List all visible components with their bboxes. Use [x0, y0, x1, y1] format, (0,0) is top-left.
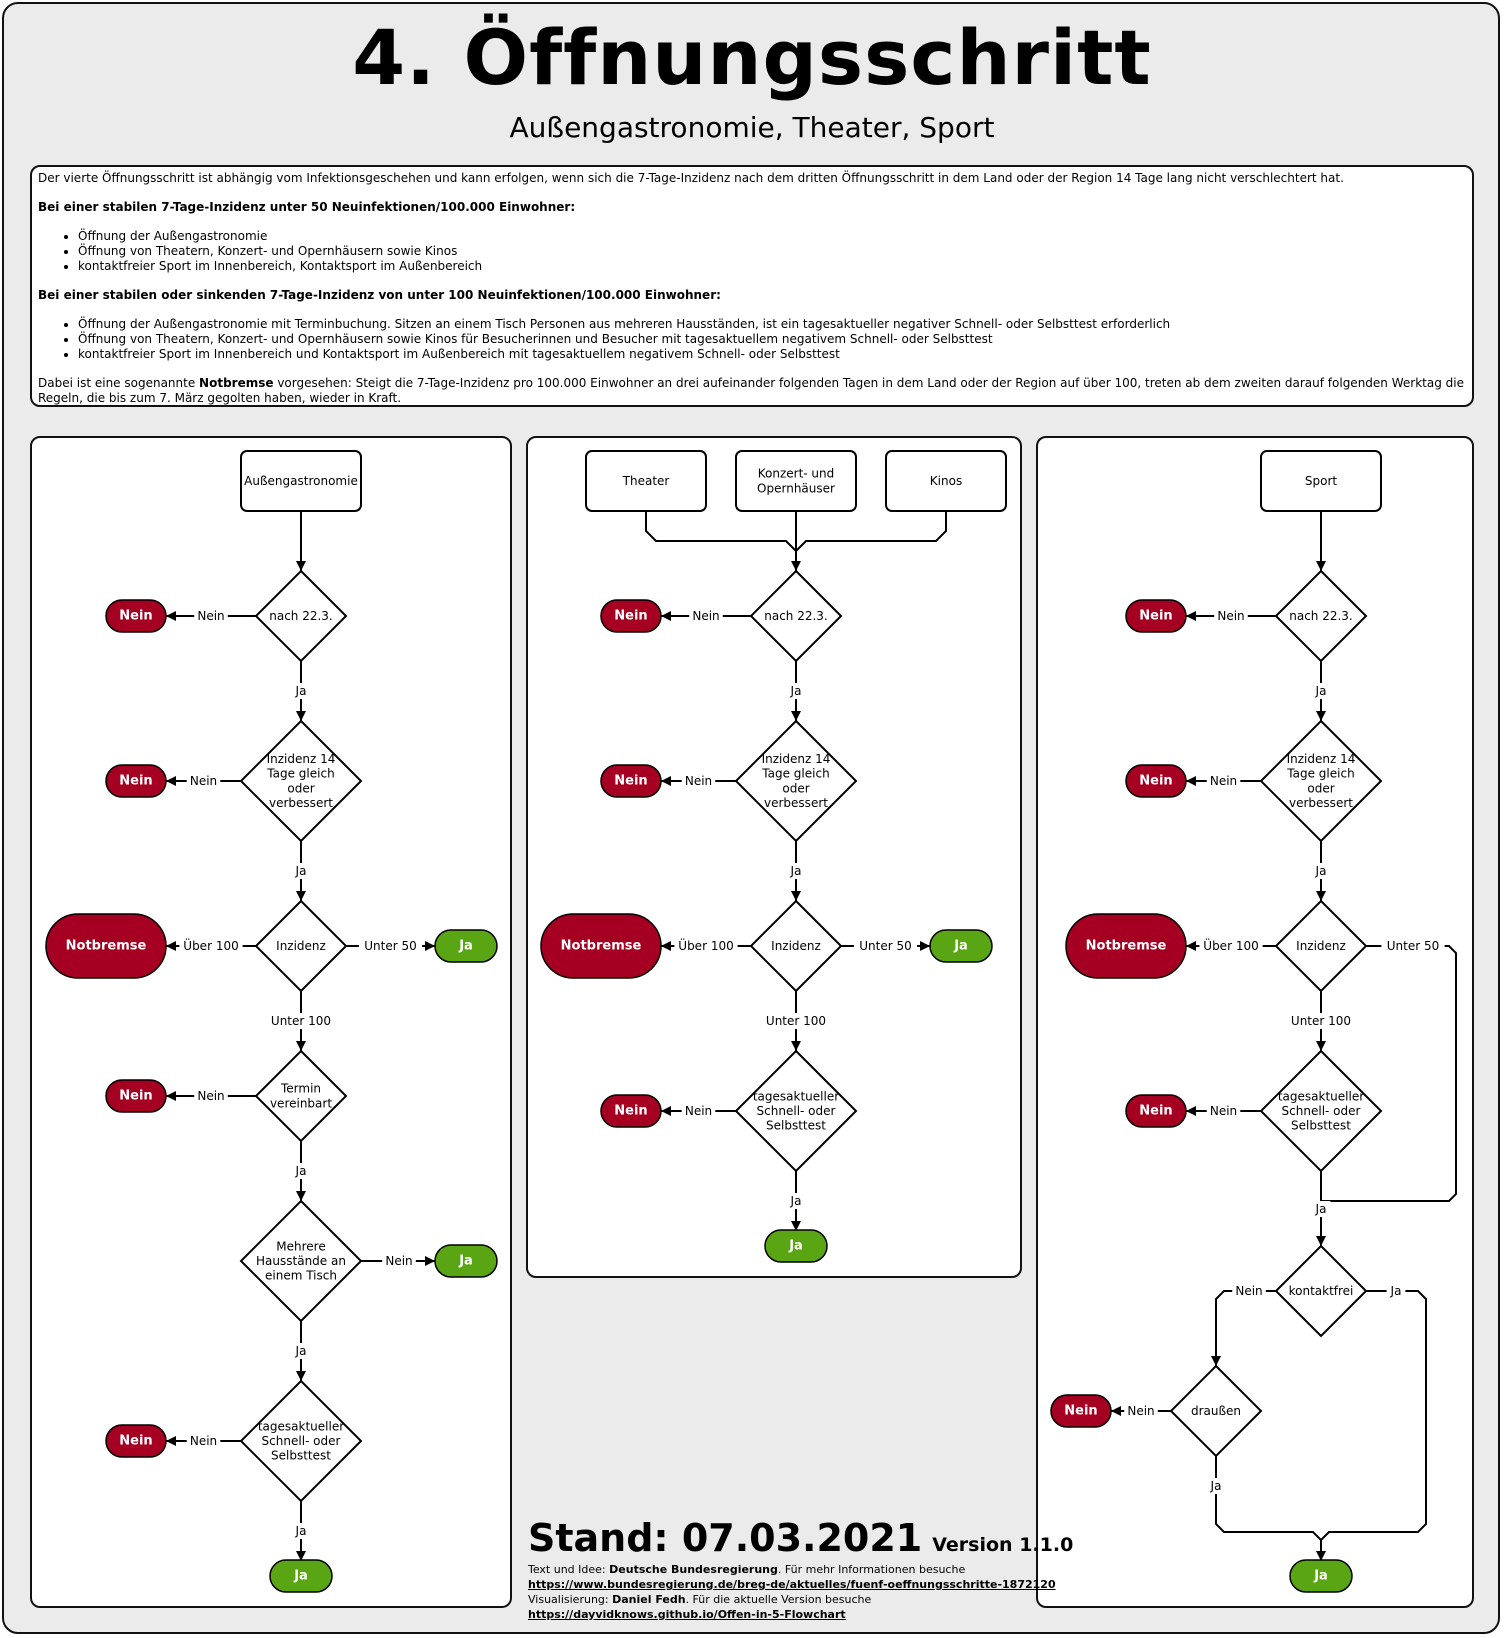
c3-nach-no-label: Nein: [1217, 609, 1245, 623]
c1-under100-label: Unter 100: [270, 1014, 332, 1028]
c1-mehrere-diamond-label: Mehrere Hausstände an einem Tisch: [256, 1239, 346, 1283]
c3-test-yes-label: Ja: [1315, 1202, 1327, 1216]
c1-inzidenz-notbremse-pill-label: Notbremse: [65, 938, 147, 954]
c3-inzidenz-notbremse-pill-label: Notbremse: [1085, 938, 1167, 954]
credit-text-prefix: Text und Idee:: [528, 1563, 610, 1576]
c3-draussen-no-label: Nein: [1127, 1404, 1155, 1418]
c3-final-ja-pill-label: Ja: [1314, 1568, 1328, 1584]
c3-kontaktfrei-diamond-label: kontaktfrei: [1288, 1284, 1354, 1298]
c1-final-ja-pill-label: Ja: [294, 1568, 308, 1584]
c2-inzidenz14-nein-pill-label: Nein: [614, 773, 648, 789]
c1-test-no-label: Nein: [189, 1434, 218, 1448]
c1-test-yes-label: Ja: [295, 1524, 307, 1538]
visualisation-suffix: . Für die aktuelle Version besuche: [685, 1593, 872, 1606]
c3-draussen-nein-pill-label: Nein: [1064, 1403, 1098, 1419]
c3-inzidenz14-nein-pill-label: Nein: [1139, 773, 1173, 789]
c3-inzidenz14-no-label: Nein: [1209, 774, 1238, 788]
theater-merge-connector: [646, 511, 796, 551]
info-intro: Der vierte Öffnungsschritt ist abhängig vom Infektionsgeschehen und kann erfolgen, wenn sich die 7-Tage-Inzidenz nach dem dritten Öffnungsschritt in dem Land oder der Region 14 Tage lang nicht verschlechtert hat.: [38, 171, 1344, 185]
c2-final-ja-pill-label: Ja: [789, 1238, 803, 1254]
c2-under100-label: Unter 100: [765, 1014, 827, 1028]
list-item: • Öffnung der Außengastronomie: [78, 229, 1466, 244]
credit-author: Deutsche Bundesregierung: [609, 1563, 778, 1576]
c2-inzidenz-over100-label: Über 100: [678, 939, 734, 953]
c3-under50-label: Unter 50: [1386, 939, 1440, 953]
notbremse-text-before: Dabei ist eine sogenannte: [38, 376, 200, 390]
list-item: • Öffnung von Theatern, Konzert- und Opernhäusern sowie Kinos: [78, 244, 1466, 259]
c3-inzidenz-over100-label: Über 100: [1203, 939, 1259, 953]
page-title: 4. Öffnungsschritt: [352, 13, 1152, 102]
c2-inzidenz14-yes-label: Ja: [790, 864, 802, 878]
c1-test-diamond-label: tagesaktueller Schnell- oder Selbsttest: [257, 1419, 345, 1463]
c1-inzidenz-over100-label: Über 100: [183, 939, 239, 953]
list-item: • kontaktfreier Sport im Innenbereich und Kontaktsport im Außenbereich mit tagesaktuellem negativem Schnell- oder Selbsttest: [78, 347, 1466, 362]
c3-inzidenz14-diamond-label: Inzidenz 14 Tage gleich oder verbessert: [1286, 752, 1356, 810]
c1-inzidenz14-no-label: Nein: [189, 774, 218, 788]
c1-inzidenz14-nein-pill-label: Nein: [119, 773, 153, 789]
c1-nach-diamond-label: nach 22.3.: [269, 609, 333, 623]
c1-mehrere-no-label: Nein: [385, 1254, 413, 1268]
stand-date: Stand: 07.03.2021: [528, 1516, 923, 1560]
c3-draussen-yes-connector: [1216, 1456, 1321, 1561]
info-heading-50: Bei einer stabilen 7-Tage-Inzidenz unter 50 Neuinfektionen/100.000 Einwohner:: [38, 200, 576, 214]
c3-nach-nein-pill-label: Nein: [1139, 608, 1173, 624]
source-link[interactable]: https://www.bundesregierung.de/breg-de/aktuelles/fuenf-oeffnungsschritte-1872120: [528, 1578, 1056, 1591]
c3-test-no-label: Nein: [1209, 1104, 1238, 1118]
c2-test-diamond-label: tagesaktueller Schnell- oder Selbsttest: [752, 1089, 840, 1133]
c2-inzidenz-diamond-label: Inzidenz: [771, 939, 821, 953]
c1-nach-nein-pill-label: Nein: [119, 608, 153, 624]
c1-termin-nein-pill-label: Nein: [119, 1088, 153, 1104]
c1-termin-yes-label: Ja: [295, 1164, 307, 1178]
c3-under100-label: Unter 100: [1290, 1014, 1352, 1028]
c3-nach-diamond-label: nach 22.3.: [1289, 609, 1353, 623]
c3-test-diamond-label: tagesaktueller Schnell- oder Selbsttest: [1277, 1089, 1365, 1133]
c1-termin-no-label: Nein: [197, 1089, 225, 1103]
kinos-box-label: Kinos: [929, 474, 963, 488]
c1-termin-diamond-label: Termin vereinbart: [269, 1081, 333, 1111]
credit-text-suffix: . Für mehr Informationen besuche: [777, 1563, 966, 1576]
notbremse-term: Notbremse: [199, 376, 274, 390]
footer: [528, 1516, 1088, 1622]
kinos-merge-connector: [796, 511, 946, 551]
list-item: • Öffnung der Außengastronomie mit Terminbuchung. Sitzen an einem Tisch Personen aus mehreren Hausständen, ist ein tagesaktueller negativer Schnell- oder Selbsttest erforderlich: [78, 317, 1466, 332]
c1-inzidenz-ja-pill-label: Ja: [459, 938, 473, 954]
sport-box-label: Sport: [1304, 474, 1338, 488]
c2-test-nein-pill-label: Nein: [614, 1103, 648, 1119]
c1-inzidenz-diamond-label: Inzidenz: [276, 939, 326, 953]
visualisation-author: Daniel Fedh: [612, 1593, 686, 1606]
c3-kontaktfrei-no-label: Nein: [1235, 1284, 1263, 1298]
list-item: • kontaktfreier Sport im Innenbereich, Kontaktsport im Außenbereich: [78, 259, 1466, 274]
c3-inzidenz-diamond-label: Inzidenz: [1296, 939, 1346, 953]
c1-inzidenz14-yes-label: Ja: [295, 864, 307, 878]
c2-inzidenz14-no-label: Nein: [684, 774, 713, 788]
theater-box-label: Theater: [622, 474, 670, 488]
c3-kontaktfrei-yes-connector: [1321, 1291, 1426, 1540]
c1-inzidenz14-diamond-label: Inzidenz 14 Tage gleich oder verbessert: [266, 752, 336, 810]
info-heading-100: Bei einer stabilen oder sinkenden 7-Tage-Inzidenz von unter 100 Neuinfektionen/100.000 Einwohner:: [38, 288, 721, 302]
c3-inzidenz14-yes-label: Ja: [1315, 864, 1327, 878]
c1-nach-no-label: Nein: [197, 609, 225, 623]
c2-test-no-label: Nein: [684, 1104, 713, 1118]
stand-line: [528, 1516, 1088, 1560]
c2-inzidenz14-diamond-label: Inzidenz 14 Tage gleich oder verbessert: [761, 752, 831, 810]
c2-inzidenz-ja-pill-label: Ja: [954, 938, 968, 954]
c2-inzidenz-notbremse-pill-label: Notbremse: [560, 938, 642, 954]
c3-test-nein-pill-label: Nein: [1139, 1103, 1173, 1119]
c2-nach-nein-pill-label: Nein: [614, 608, 648, 624]
c1-inzidenz-under50-label: Unter 50: [364, 939, 417, 953]
c3-draussen-diamond-label: draußen: [1190, 1404, 1242, 1418]
c3-kontaktfrei-yes-label: Ja: [1390, 1284, 1402, 1298]
c1-test-nein-pill-label: Nein: [119, 1433, 153, 1449]
notbremse-text-after: vorgesehen: Steigt die 7-Tage-Inzidenz pro 100.000 Einwohner an drei aufeinander folgenden Tagen in dem Land oder der Region auf über 100, treten ab dem zweiten darauf folgenden Werktag die Regeln, die bis zum 7. März gegolten haben, wieder in Kraft.: [38, 376, 1464, 405]
aussengastronomie-box-label: Außengastronomie: [244, 474, 358, 488]
konzert-box-label: Konzert- und Opernhäuser: [757, 466, 835, 496]
c2-nach-no-label: Nein: [692, 609, 720, 623]
project-link[interactable]: https://dayvidknows.github.io/Offen-in-5-Flowchart: [528, 1608, 846, 1621]
c3-draussen-yes-label: Ja: [1210, 1479, 1222, 1493]
c2-test-yes-label: Ja: [790, 1194, 802, 1208]
credits: [528, 1562, 1088, 1622]
c2-nach-yes-label: Ja: [790, 684, 802, 698]
c1-mehrere-ja-pill-label: Ja: [459, 1253, 473, 1269]
c3-kontaktfrei-no-connector: [1216, 1291, 1276, 1366]
version-label: Version 1.1.0: [932, 1534, 1074, 1556]
visualisation-prefix: Visualisierung:: [528, 1593, 613, 1606]
list-item: • Öffnung von Theatern, Konzert- und Opernhäusern sowie Kinos für Besucherinnen und Besucher mit tagesaktuellem negativem Schnell- oder Selbsttest: [78, 332, 1466, 347]
c2-nach-diamond-label: nach 22.3.: [764, 609, 828, 623]
c3-nach-yes-label: Ja: [1315, 684, 1327, 698]
connectors: [166, 511, 1456, 1561]
page-subtitle: Außengastronomie, Theater, Sport: [509, 111, 995, 144]
c2-inzidenz-under50-label: Unter 50: [859, 939, 912, 953]
c1-mehrere-yes-label: Ja: [295, 1344, 307, 1358]
c1-nach-yes-label: Ja: [295, 684, 307, 698]
